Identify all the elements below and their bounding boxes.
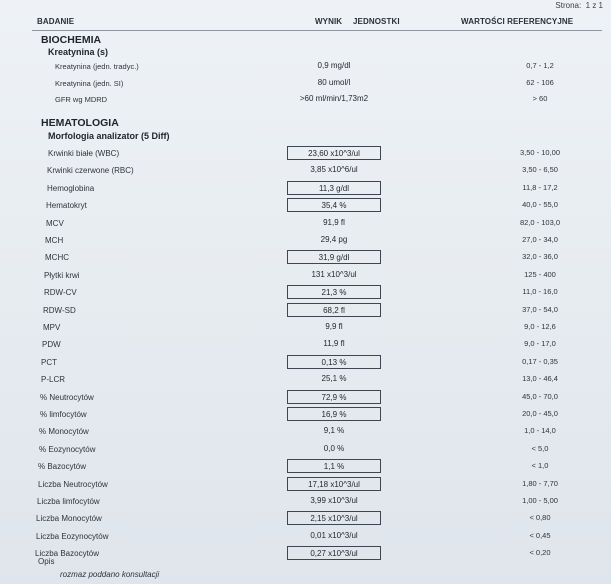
result-value-flagged: 35,4 % xyxy=(287,198,381,212)
test-name: % limfocytów xyxy=(40,410,87,419)
test-name: Liczba limfocytów xyxy=(37,497,100,506)
column-header-test: BADANIE xyxy=(37,17,75,26)
result-value: 29,4 pg xyxy=(320,235,348,244)
result-value: 9,9 fl xyxy=(325,322,343,331)
result-value-flagged: 72,9 % xyxy=(287,390,381,404)
test-name: Kreatynina (jedn. tradyc.) xyxy=(55,62,139,71)
reference-range: < 0,80 xyxy=(529,513,551,523)
result-value-flagged: 68,2 fl xyxy=(287,303,381,317)
reference-range: 1,80 - 7,70 xyxy=(522,478,558,488)
result-value-flagged: 16,9 % xyxy=(287,407,381,421)
result-value: 3,99 x10^3/ul xyxy=(310,496,358,505)
reference-range: 40,0 - 55,0 xyxy=(522,200,558,210)
reference-range: 0,7 - 1,2 xyxy=(526,61,554,70)
test-name: Płytki krwi xyxy=(44,270,80,280)
reference-range: 9,0 - 17,0 xyxy=(524,339,556,349)
result-value-flagged: 11,3 g/dl xyxy=(287,181,381,195)
group-title-morphology: Morfologia analizator (5 Diff) xyxy=(48,131,170,141)
test-name: MCH xyxy=(45,236,64,245)
test-name: % Neutrocytów xyxy=(40,392,94,402)
result-value: 80 umol/l xyxy=(317,77,351,87)
reference-range: 3,50 - 10,00 xyxy=(519,148,561,157)
reference-range: < 0,45 xyxy=(529,530,551,540)
result-value-flagged: 17,18 x10^3/ul xyxy=(287,477,381,491)
reference-range: 11,8 - 17,2 xyxy=(522,182,558,192)
test-name: MCHC xyxy=(45,253,69,263)
reference-range: 1,00 - 5,00 xyxy=(522,496,558,505)
result-row xyxy=(0,549,611,567)
test-name: P-LCR xyxy=(41,375,66,385)
result-value: 25,1 % xyxy=(321,374,347,384)
result-value: 0,9 mg/dl xyxy=(317,61,351,70)
result-value: 131 x10^3/ul xyxy=(311,269,357,279)
reference-range: > 60 xyxy=(532,94,548,103)
result-value-flagged: 1,1 % xyxy=(287,459,381,473)
column-header-units: JEDNOSTKI xyxy=(353,17,400,26)
description-note: rozmaz poddano konsultacji xyxy=(60,570,160,579)
result-value: 91,9 fl xyxy=(323,217,345,227)
result-value: 9,1 % xyxy=(323,426,345,436)
test-name: % Bazocytów xyxy=(38,462,87,472)
result-value-flagged: 0,13 % xyxy=(287,355,381,369)
result-value: 0,01 x10^3/ul xyxy=(310,530,358,540)
test-name: % Eozynocytów xyxy=(39,444,96,454)
section-title-hemat: HEMATOLOGIA xyxy=(41,117,119,129)
test-name: Krwinki czerwone (RBC) xyxy=(47,166,134,176)
test-name: Liczba Neutrocytów xyxy=(38,479,108,489)
column-header-reference: WARTOŚCI REFERENCYJNE xyxy=(461,17,574,26)
reference-range: 20,0 - 45,0 xyxy=(522,409,558,418)
reference-range: 32,0 - 36,0 xyxy=(522,252,558,262)
reference-range: 3,50 - 6,50 xyxy=(522,165,558,175)
test-name: Liczba Eozynocytów xyxy=(36,531,109,541)
test-name: PDW xyxy=(42,340,61,350)
reference-range: 37,0 - 54,0 xyxy=(522,304,558,314)
reference-range: 45,0 - 70,0 xyxy=(522,391,558,401)
test-name: PCT xyxy=(41,357,57,367)
result-value-flagged: 2,15 x10^3/ul xyxy=(287,511,381,525)
reference-range: < 0,20 xyxy=(529,548,551,558)
result-value: 3,85 x10^6/ul xyxy=(310,165,358,175)
test-name: Hematokryt xyxy=(46,201,87,211)
reference-range: 82,0 - 103,0 xyxy=(519,217,561,227)
test-name: Krwinki białe (WBC) xyxy=(48,149,120,158)
reference-range: 27,0 - 34,0 xyxy=(522,235,558,244)
header-divider xyxy=(32,30,602,31)
reference-range: 9,0 - 12,6 xyxy=(524,322,556,331)
result-value-flagged: 31,9 g/dl xyxy=(287,250,381,264)
reference-range: 13,0 - 46,4 xyxy=(522,374,558,384)
group-title-creatinine: Kreatynina (s) xyxy=(48,47,109,57)
test-name: Liczba Bazocytów xyxy=(35,549,100,559)
section-title-biochem: BIOCHEMIA xyxy=(41,34,102,46)
test-name: GFR wg MDRD xyxy=(55,95,108,104)
column-header-result: WYNIK xyxy=(315,17,343,26)
result-value: >60 ml/min/1,73m2 xyxy=(299,94,369,103)
result-value-flagged: 0,27 x10^3/ul xyxy=(287,546,381,560)
reference-range: 0,17 - 0,35 xyxy=(522,356,558,366)
reference-range: < 5,0 xyxy=(531,443,549,453)
reference-range: 1,0 - 14,0 xyxy=(524,426,556,436)
reference-range: 11,0 - 16,0 xyxy=(522,287,558,297)
test-name: Liczba Monocytów xyxy=(36,514,102,524)
result-value-flagged: 21,3 % xyxy=(287,285,381,299)
test-name: Hemoglobina xyxy=(47,183,95,193)
test-name: MPV xyxy=(43,323,61,332)
result-value: 11,9 fl xyxy=(323,339,345,349)
reference-range: 62 - 106 xyxy=(526,77,554,87)
test-name: Kreatynina (jedn. SI) xyxy=(55,78,124,88)
result-value-flagged: 23,60 x10^3/ul xyxy=(287,146,381,160)
result-value: 0,0 % xyxy=(323,443,345,453)
reference-range: < 1,0 xyxy=(531,461,549,471)
result-row xyxy=(0,95,611,113)
test-name: RDW-CV xyxy=(44,288,77,298)
page-number: Strona: 1 z 1 xyxy=(555,1,603,10)
test-name: MCV xyxy=(46,218,64,228)
test-name: % Monocytów xyxy=(39,427,89,437)
description-label: Opis xyxy=(38,557,55,566)
test-name: RDW-SD xyxy=(43,305,76,315)
reference-range: 125 - 400 xyxy=(524,269,556,279)
